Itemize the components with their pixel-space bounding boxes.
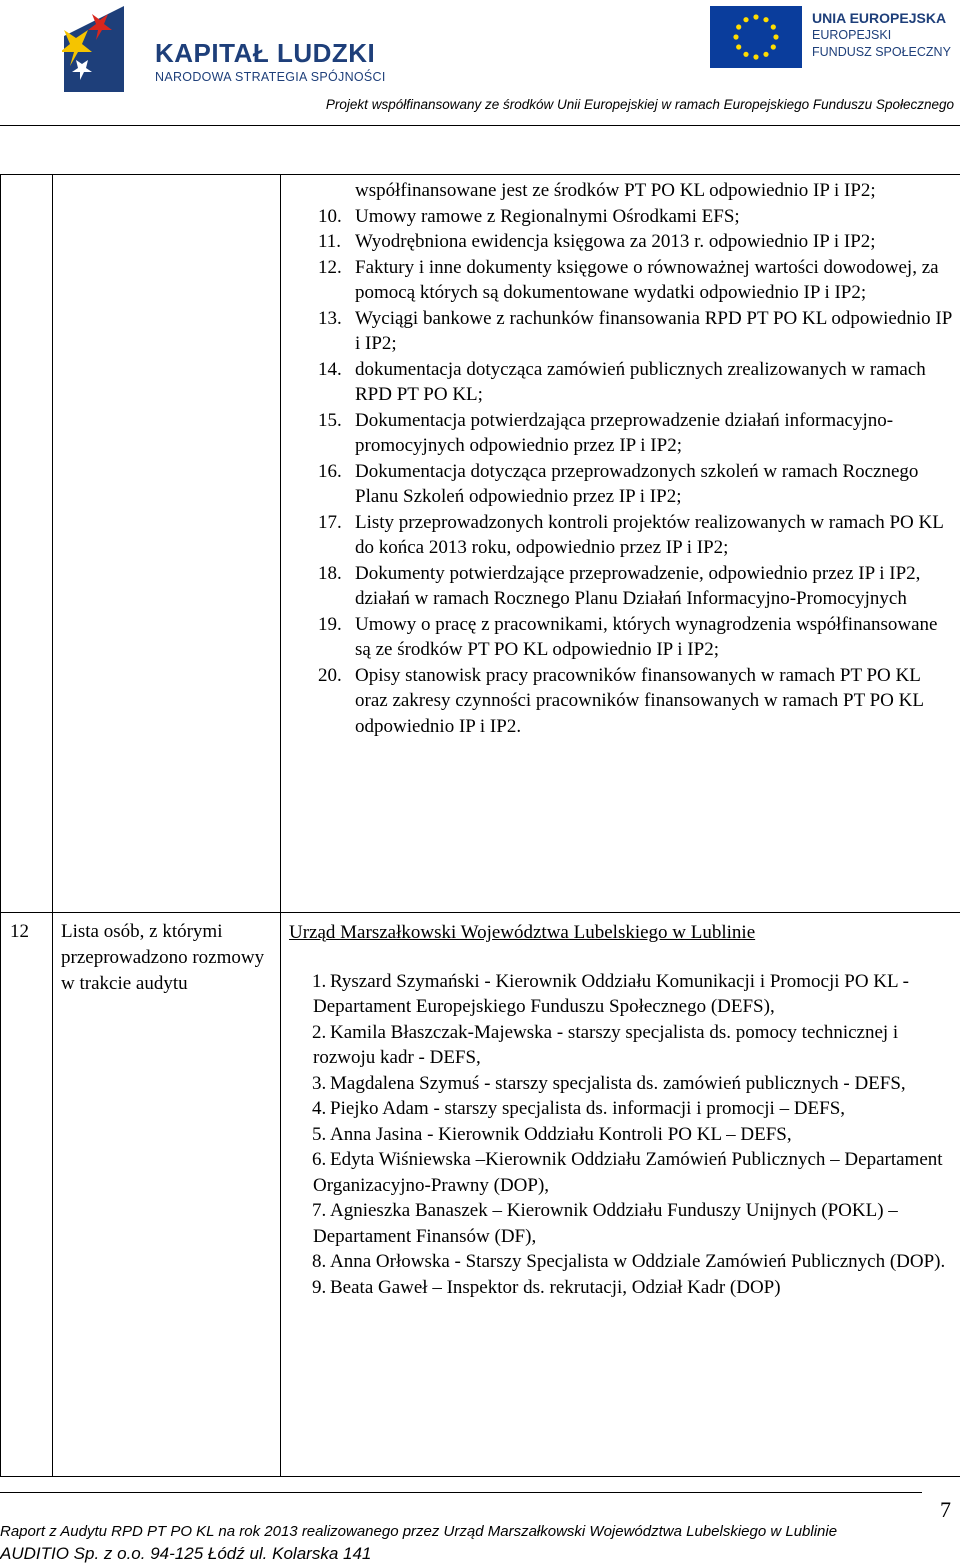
table-row xyxy=(1,913,960,1477)
header-divider xyxy=(0,125,960,126)
list-item: 7. Agnieszka Banaszek – Kierownik Oddziału Funduszy Unijnych (POKL) – Departament Finansów (DF), xyxy=(312,1200,898,1247)
list-item: 17. Listy przeprowadzonych kontroli projektów realizowanych w ramach PO KL do końca 2013 roku, odpowiednio przez IP i IP2; xyxy=(318,511,944,558)
documents-list-cell xyxy=(281,175,960,913)
eu-line-3: FUNDUSZ SPOŁECZNY xyxy=(812,45,951,59)
row-number-cell xyxy=(1,175,53,913)
footer-report-title: Raport z Audytu RPD PT PO KL na rok 2013 realizowanego przez Urząd Marszałkowski Województwa Lubelskiego w Lublinie xyxy=(0,1523,838,1540)
table-row xyxy=(1,175,960,913)
list-item: 10. Umowy ramowe z Regionalnymi Ośrodkami EFS; xyxy=(318,205,740,227)
interviewees-list-cell xyxy=(281,913,960,1477)
audit-table xyxy=(0,174,960,1477)
list-item: 1. Ryszard Szymański - Kierownik Oddziału Komunikacji i Promocji PO KL - Departament Europejskiego Funduszu Społecznego (DEFS), xyxy=(312,970,909,1017)
list-item: 20. Opisy stanowisk pracy pracowników finansowanych w ramach PT PO KL oraz zakresy czynności pracowników finansowanych w ramach PT PO KL odpowiednio IP i IP2. xyxy=(318,664,924,737)
list-item: 3. Magdalena Szymuś - starszy specjalista ds. zamówień publicznych - DEFS, xyxy=(312,1072,906,1094)
row-label-cell xyxy=(53,175,281,913)
page-number: 7 xyxy=(940,1497,951,1522)
footer-divider xyxy=(0,1492,922,1493)
eu-line-2: EUROPEJSKI xyxy=(812,28,892,42)
kl-subtitle: NARODOWA STRATEGIA SPÓJNOŚCI xyxy=(155,70,386,84)
list-item: 19. Umowy o pracę z pracownikami, których wynagrodzenia współfinansowane są ze środków PT PO KL odpowiednio IP i IP2; xyxy=(318,613,938,660)
list-item: 4. Piejko Adam - starszy specjalista ds. informacji i promocji – DEFS, xyxy=(312,1098,846,1119)
list-item: 9. Beata Gaweł – Inspektor ds. rekrutacji, Odział Kadr (DOP) xyxy=(312,1276,781,1298)
list-item: 6. Edyta Wiśniewska –Kierownik Oddziału Zamówień Publicznych – Departament Organizacyjno-Prawny (DOP), xyxy=(312,1149,943,1196)
eu-flag-icon xyxy=(710,6,802,68)
list-item: 15. Dokumentacja potwierdzająca przeprowadzenie działań informacyjno-promocyjnych odpowiednio przez IP i IP2; xyxy=(318,409,894,456)
list-item: 14. dokumentacja dotycząca zamówień publicznych zrealizowanych w ramach RPD PT PO KL; xyxy=(318,358,926,405)
eu-text xyxy=(812,10,951,61)
list-item: 13. Wyciągi bankowe z rachunków finansowania RPD PT PO KL odpowiednio IP i IP2; xyxy=(318,307,952,354)
list-item: 18. Dokumenty potwierdzające przeprowadzenie, odpowiednio przez IP i IP2, działań w ramach Rocznego Planu Działań Informacyjno-Promocyjnych xyxy=(318,562,921,609)
kl-title: KAPITAŁ LUDZKI xyxy=(155,38,376,68)
institution-heading: Urząd Marszałkowski Województwa Lubelskiego w Lublinie xyxy=(289,922,756,943)
list-item: 8. Anna Orłowska - Starszy Specjalista w Oddziale Zamówień Publicznych (DOP). xyxy=(312,1251,946,1272)
row-number: 12 xyxy=(1,913,53,1477)
row-label: Lista osób, z którymi przeprowadzono rozmowy w trakcie audytu xyxy=(53,913,281,1477)
list-item: współfinansowane jest ze środków PT PO KL odpowiednio IP i IP2; xyxy=(355,180,876,201)
list-item: 16. Dokumentacja dotycząca przeprowadzonych szkoleń w ramach Rocznego Planu Szkoleń odpowiednio przez IP i IP2; xyxy=(318,460,919,507)
header-caption: Projekt współfinansowany ze środków Unii Europejskiej w ramach Europejskiego Funduszu Społecznego xyxy=(325,97,954,112)
list-item: 2. Kamila Błaszczak-Majewska - starszy specjalista ds. pomocy technicznej i rozwoju kadr - DEFS, xyxy=(312,1021,899,1068)
page-header xyxy=(0,0,960,150)
list-item: 12. Faktury i inne dokumenty księgowe o równoważnej wartości dowodowej, za pomocą których są dokumentowane wydatki odpowiednio IP i IP2; xyxy=(318,256,939,303)
footer-company: AUDITIO Sp. z o.o. 94-125 Łódź ul. Kolarska 141 xyxy=(0,1544,372,1563)
list-item: 11. Wyodrębniona ewidencja księgowa za 2013 r. odpowiednio IP i IP2; xyxy=(318,231,876,252)
list-item: 5. Anna Jasina - Kierownik Oddziału Kontroli PO KL – DEFS, xyxy=(312,1123,792,1145)
eu-line-1: UNIA EUROPEJSKA xyxy=(812,10,947,26)
